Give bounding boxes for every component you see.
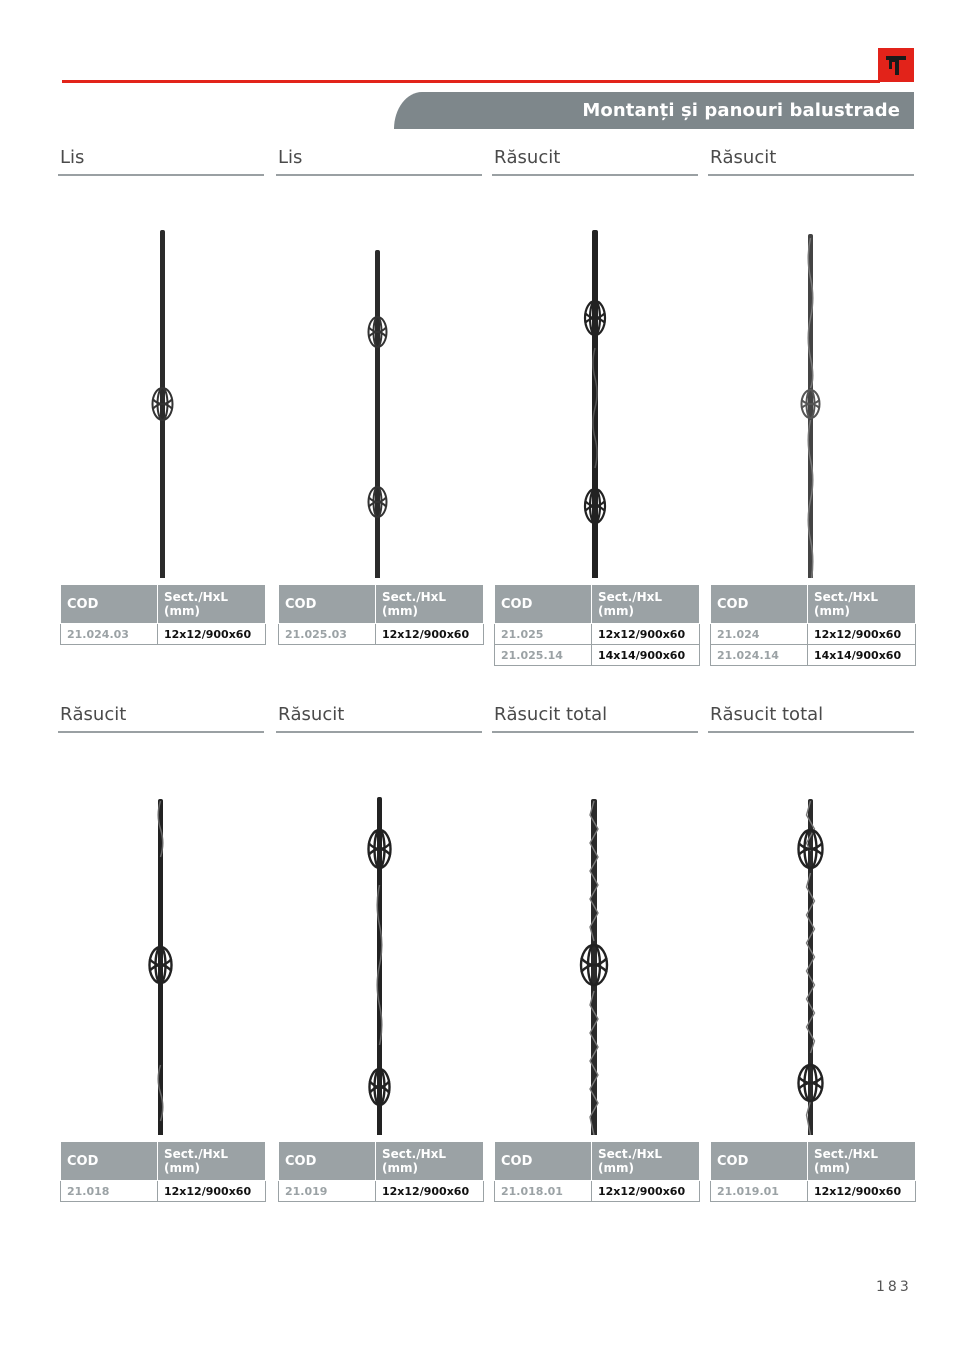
baluster-illustration (708, 745, 914, 1135)
table-row (495, 645, 700, 666)
product-dimension: 12x12/900x60 (376, 624, 484, 645)
product-code: 21.025.03 (279, 624, 376, 645)
spec-table (494, 584, 700, 666)
table-row (61, 1181, 266, 1202)
product-title: Răsucit (58, 703, 264, 733)
baluster-illustration (276, 745, 482, 1135)
product-card (708, 146, 914, 662)
col-header-cod: COD (279, 1142, 376, 1181)
product-dimension: 12x12/900x60 (592, 624, 700, 645)
product-title: Răsucit (708, 146, 914, 176)
spec-table (278, 1141, 484, 1202)
product-code: 21.024 (711, 624, 808, 645)
product-card (492, 703, 698, 1198)
spec-table (278, 584, 484, 645)
product-title: Răsucit (276, 703, 482, 733)
baluster-illustration (492, 745, 698, 1135)
product-dimension: 12x12/900x60 (592, 1181, 700, 1202)
product-dimension: 12x12/900x60 (808, 1181, 916, 1202)
table-row (495, 1181, 700, 1202)
product-card (58, 703, 264, 1198)
spec-table (710, 584, 916, 666)
baluster-illustration (708, 188, 914, 578)
col-header-section: Sect./HxL (mm) (592, 585, 700, 624)
section-title: Montanți și panouri balustrade (582, 100, 900, 121)
product-dimension: 12x12/900x60 (808, 624, 916, 645)
baluster-illustration (492, 188, 698, 578)
col-header-section: Sect./HxL (mm) (158, 1142, 266, 1181)
col-header-cod: COD (279, 585, 376, 624)
product-title: Lis (276, 146, 482, 176)
brand-logo-icon (883, 53, 909, 77)
product-dimension: 12x12/900x60 (158, 624, 266, 645)
col-header-cod: COD (495, 1142, 592, 1181)
col-header-section: Sect./HxL (mm) (808, 585, 916, 624)
col-header-section: Sect./HxL (mm) (376, 1142, 484, 1181)
col-header-section: Sect./HxL (mm) (808, 1142, 916, 1181)
page-number: 183 (876, 1279, 912, 1295)
product-title: Răsucit (492, 146, 698, 176)
product-title: Răsucit total (492, 703, 698, 733)
spec-table (60, 1141, 266, 1202)
table-row (279, 1181, 484, 1202)
product-image (708, 188, 914, 578)
baluster-illustration (58, 188, 264, 578)
section-banner (394, 92, 914, 129)
table-row (279, 624, 484, 645)
baluster-illustration (276, 188, 482, 578)
product-card (276, 703, 482, 1198)
product-dimension: 14x14/900x60 (808, 645, 916, 666)
product-card (276, 146, 482, 641)
brand-logo (878, 48, 914, 82)
col-header-cod: COD (495, 585, 592, 624)
product-image (276, 745, 482, 1135)
product-code: 21.025.14 (495, 645, 592, 666)
product-code: 21.019 (279, 1181, 376, 1202)
product-image (58, 188, 264, 578)
product-card (492, 146, 698, 662)
spec-table (494, 1141, 700, 1202)
baluster-illustration (58, 745, 264, 1135)
col-header-cod: COD (61, 585, 158, 624)
col-header-cod: COD (61, 1142, 158, 1181)
product-image (276, 188, 482, 578)
col-header-cod: COD (711, 585, 808, 624)
table-row (711, 1181, 916, 1202)
product-code: 21.018.01 (495, 1181, 592, 1202)
product-card (58, 146, 264, 641)
col-header-cod: COD (711, 1142, 808, 1181)
col-header-section: Sect./HxL (mm) (376, 585, 484, 624)
product-dimension: 14x14/900x60 (592, 645, 700, 666)
product-image (492, 745, 698, 1135)
table-row (711, 645, 916, 666)
product-image (58, 745, 264, 1135)
spec-table (60, 584, 266, 645)
product-image (492, 188, 698, 578)
spec-table (710, 1141, 916, 1202)
product-dimension: 12x12/900x60 (376, 1181, 484, 1202)
product-image (708, 745, 914, 1135)
product-title: Răsucit total (708, 703, 914, 733)
product-dimension: 12x12/900x60 (158, 1181, 266, 1202)
table-row (495, 624, 700, 645)
product-code: 21.025 (495, 624, 592, 645)
product-title: Lis (58, 146, 264, 176)
product-code: 21.018 (61, 1181, 158, 1202)
product-card (708, 703, 914, 1198)
header-rule (62, 80, 880, 83)
table-row (711, 624, 916, 645)
col-header-section: Sect./HxL (mm) (158, 585, 266, 624)
product-code: 21.024.14 (711, 645, 808, 666)
product-code: 21.019.01 (711, 1181, 808, 1202)
table-row (61, 624, 266, 645)
product-code: 21.024.03 (61, 624, 158, 645)
col-header-section: Sect./HxL (mm) (592, 1142, 700, 1181)
